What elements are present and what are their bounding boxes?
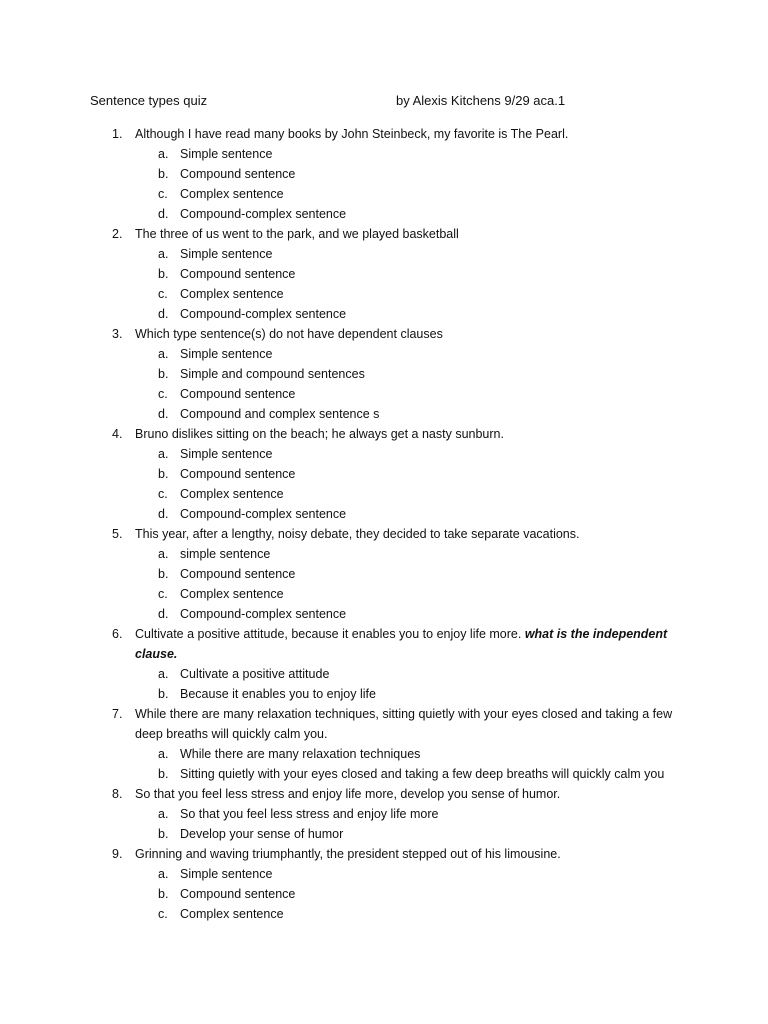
question-number: 1. bbox=[112, 127, 123, 141]
answer-option bbox=[0, 464, 768, 484]
answer-option bbox=[0, 904, 768, 924]
answer-option bbox=[0, 344, 768, 364]
option-letter: b. bbox=[158, 567, 169, 581]
question-text-wrapper bbox=[135, 227, 459, 241]
question-item bbox=[0, 624, 768, 704]
option-text: Compound sentence bbox=[180, 567, 296, 581]
answer-option bbox=[0, 764, 768, 784]
question-text: Grinning and waving triumphantly, the president stepped out of his limousine. bbox=[135, 847, 561, 861]
option-text: Compound-complex sentence bbox=[180, 207, 347, 221]
question-text-wrapper bbox=[135, 627, 667, 661]
answer-option bbox=[0, 664, 768, 684]
option-letter: a. bbox=[158, 747, 169, 761]
answer-options bbox=[0, 804, 768, 844]
option-letter: c. bbox=[158, 487, 168, 501]
option-letter: a. bbox=[158, 147, 169, 161]
question-item bbox=[0, 844, 768, 924]
question-number: 8. bbox=[112, 787, 123, 801]
answer-option bbox=[0, 504, 768, 524]
option-letter: c. bbox=[158, 187, 168, 201]
question-item bbox=[0, 324, 768, 424]
answer-option bbox=[0, 864, 768, 884]
question-list bbox=[0, 124, 768, 924]
option-letter: a. bbox=[158, 667, 169, 681]
option-letter: d. bbox=[158, 607, 169, 621]
option-text: Complex sentence bbox=[180, 907, 284, 921]
option-letter: b. bbox=[158, 767, 169, 781]
question-number: 3. bbox=[112, 327, 123, 341]
option-letter: b. bbox=[158, 367, 169, 381]
option-text: Sitting quietly with your eyes closed and taking a few deep breaths will quickly calm you bbox=[180, 767, 665, 781]
answer-option bbox=[0, 444, 768, 464]
question-text-wrapper bbox=[135, 527, 579, 541]
option-letter: b. bbox=[158, 887, 169, 901]
option-letter: d. bbox=[158, 207, 169, 221]
answer-option bbox=[0, 244, 768, 264]
question-text: Although I have read many books by John Steinbeck, my favorite is The Pearl. bbox=[135, 127, 569, 141]
option-letter: c. bbox=[158, 387, 168, 401]
question-row bbox=[0, 424, 768, 444]
answer-option bbox=[0, 384, 768, 404]
question-row bbox=[0, 844, 768, 864]
question-item bbox=[0, 124, 768, 224]
question-text: While there are many relaxation techniques, sitting quietly with your eyes closed and taking a few deep breaths will quickly calm you. bbox=[135, 707, 673, 741]
answer-options bbox=[0, 664, 768, 704]
option-text: Simple sentence bbox=[180, 347, 273, 361]
question-row bbox=[0, 624, 768, 664]
answer-option bbox=[0, 564, 768, 584]
option-text: Simple and compound sentences bbox=[180, 367, 365, 381]
option-text: Compound sentence bbox=[180, 267, 296, 281]
answer-option bbox=[0, 164, 768, 184]
answer-options bbox=[0, 444, 768, 524]
option-text: Complex sentence bbox=[180, 487, 284, 501]
answer-options bbox=[0, 344, 768, 424]
option-letter: a. bbox=[158, 247, 169, 261]
answer-option bbox=[0, 804, 768, 824]
question-row bbox=[0, 704, 768, 744]
option-letter: b. bbox=[158, 267, 169, 281]
question-row bbox=[0, 124, 768, 144]
question-text-wrapper bbox=[135, 847, 561, 861]
answer-option bbox=[0, 684, 768, 704]
option-text: Develop your sense of humor bbox=[180, 827, 344, 841]
question-row bbox=[0, 524, 768, 544]
answer-option bbox=[0, 744, 768, 764]
author-line: by Alexis Kitchens 9/29 aca.1 bbox=[396, 93, 566, 108]
option-text: simple sentence bbox=[180, 547, 271, 561]
answer-option bbox=[0, 824, 768, 844]
answer-option bbox=[0, 604, 768, 624]
option-letter: d. bbox=[158, 307, 169, 321]
option-text: Cultivate a positive attitude bbox=[180, 667, 330, 681]
answer-option bbox=[0, 484, 768, 504]
option-letter: b. bbox=[158, 467, 169, 481]
question-item bbox=[0, 424, 768, 524]
option-text: Compound sentence bbox=[180, 387, 296, 401]
option-text: Compound sentence bbox=[180, 467, 296, 481]
question-item bbox=[0, 224, 768, 324]
option-letter: d. bbox=[158, 507, 169, 521]
answer-option bbox=[0, 204, 768, 224]
answer-options bbox=[0, 244, 768, 324]
option-letter: b. bbox=[158, 827, 169, 841]
answer-option bbox=[0, 284, 768, 304]
question-text: This year, after a lengthy, noisy debate, they decided to take separate vacations. bbox=[135, 527, 580, 541]
option-text: Compound-complex sentence bbox=[180, 307, 347, 321]
option-text: Compound sentence bbox=[180, 167, 296, 181]
answer-option bbox=[0, 884, 768, 904]
question-row bbox=[0, 324, 768, 344]
answer-option bbox=[0, 544, 768, 564]
option-text: Complex sentence bbox=[180, 287, 284, 301]
option-letter: a. bbox=[158, 547, 169, 561]
question-text-wrapper bbox=[135, 707, 672, 741]
option-letter: c. bbox=[158, 287, 168, 301]
question-item bbox=[0, 524, 768, 624]
option-text: Complex sentence bbox=[180, 587, 284, 601]
quiz-title: Sentence types quiz bbox=[90, 93, 208, 108]
question-row bbox=[0, 784, 768, 804]
question-text-wrapper bbox=[135, 427, 504, 441]
answer-options bbox=[0, 744, 768, 784]
answer-options bbox=[0, 144, 768, 224]
option-text: Compound and complex sentence s bbox=[180, 407, 380, 421]
option-text: Compound-complex sentence bbox=[180, 607, 347, 621]
option-letter: c. bbox=[158, 907, 168, 921]
question-text: The three of us went to the park, and we played basketball bbox=[135, 227, 459, 241]
question-text: So that you feel less stress and enjoy life more, develop you sense of humor. bbox=[135, 787, 561, 801]
question-text-wrapper bbox=[135, 327, 443, 341]
option-letter: a. bbox=[158, 867, 169, 881]
answer-options bbox=[0, 544, 768, 624]
question-number: 5. bbox=[112, 527, 123, 541]
question-number: 2. bbox=[112, 227, 123, 241]
option-text: Because it enables you to enjoy life bbox=[180, 687, 376, 701]
option-letter: c. bbox=[158, 587, 168, 601]
answer-option bbox=[0, 304, 768, 324]
option-letter: b. bbox=[158, 167, 169, 181]
answer-option bbox=[0, 184, 768, 204]
option-text: Compound-complex sentence bbox=[180, 507, 347, 521]
question-row bbox=[0, 224, 768, 244]
option-letter: b. bbox=[158, 687, 169, 701]
option-text: Compound sentence bbox=[180, 887, 296, 901]
question-text: Which type sentence(s) do not have dependent clauses bbox=[135, 327, 443, 341]
question-number: 7. bbox=[112, 707, 123, 721]
option-text: While there are many relaxation techniques bbox=[180, 747, 421, 761]
option-letter: a. bbox=[158, 347, 169, 361]
question-number: 4. bbox=[112, 427, 123, 441]
option-text: Simple sentence bbox=[180, 447, 273, 461]
option-text: Complex sentence bbox=[180, 187, 284, 201]
option-text: Simple sentence bbox=[180, 247, 273, 261]
option-letter: d. bbox=[158, 407, 169, 421]
answer-option bbox=[0, 144, 768, 164]
question-item bbox=[0, 704, 768, 784]
question-text-wrapper bbox=[135, 127, 568, 141]
question-emphasis: what is the independent clause. bbox=[135, 627, 668, 661]
question-number: 9. bbox=[112, 847, 123, 861]
answer-option bbox=[0, 364, 768, 384]
option-letter: a. bbox=[158, 447, 169, 461]
answer-option bbox=[0, 584, 768, 604]
question-text: Bruno dislikes sitting on the beach; he always get a nasty sunburn. bbox=[135, 427, 504, 441]
option-text: Simple sentence bbox=[180, 147, 273, 161]
answer-option bbox=[0, 404, 768, 424]
question-text: Cultivate a positive attitude, because it enables you to enjoy life more. bbox=[135, 627, 525, 641]
option-text: Simple sentence bbox=[180, 867, 273, 881]
quiz-header bbox=[90, 93, 700, 113]
question-item bbox=[0, 784, 768, 844]
option-text: So that you feel less stress and enjoy life more bbox=[180, 807, 439, 821]
question-text-wrapper bbox=[135, 787, 560, 801]
answer-option bbox=[0, 264, 768, 284]
question-number: 6. bbox=[112, 627, 123, 641]
option-letter: a. bbox=[158, 807, 169, 821]
answer-options bbox=[0, 864, 768, 924]
